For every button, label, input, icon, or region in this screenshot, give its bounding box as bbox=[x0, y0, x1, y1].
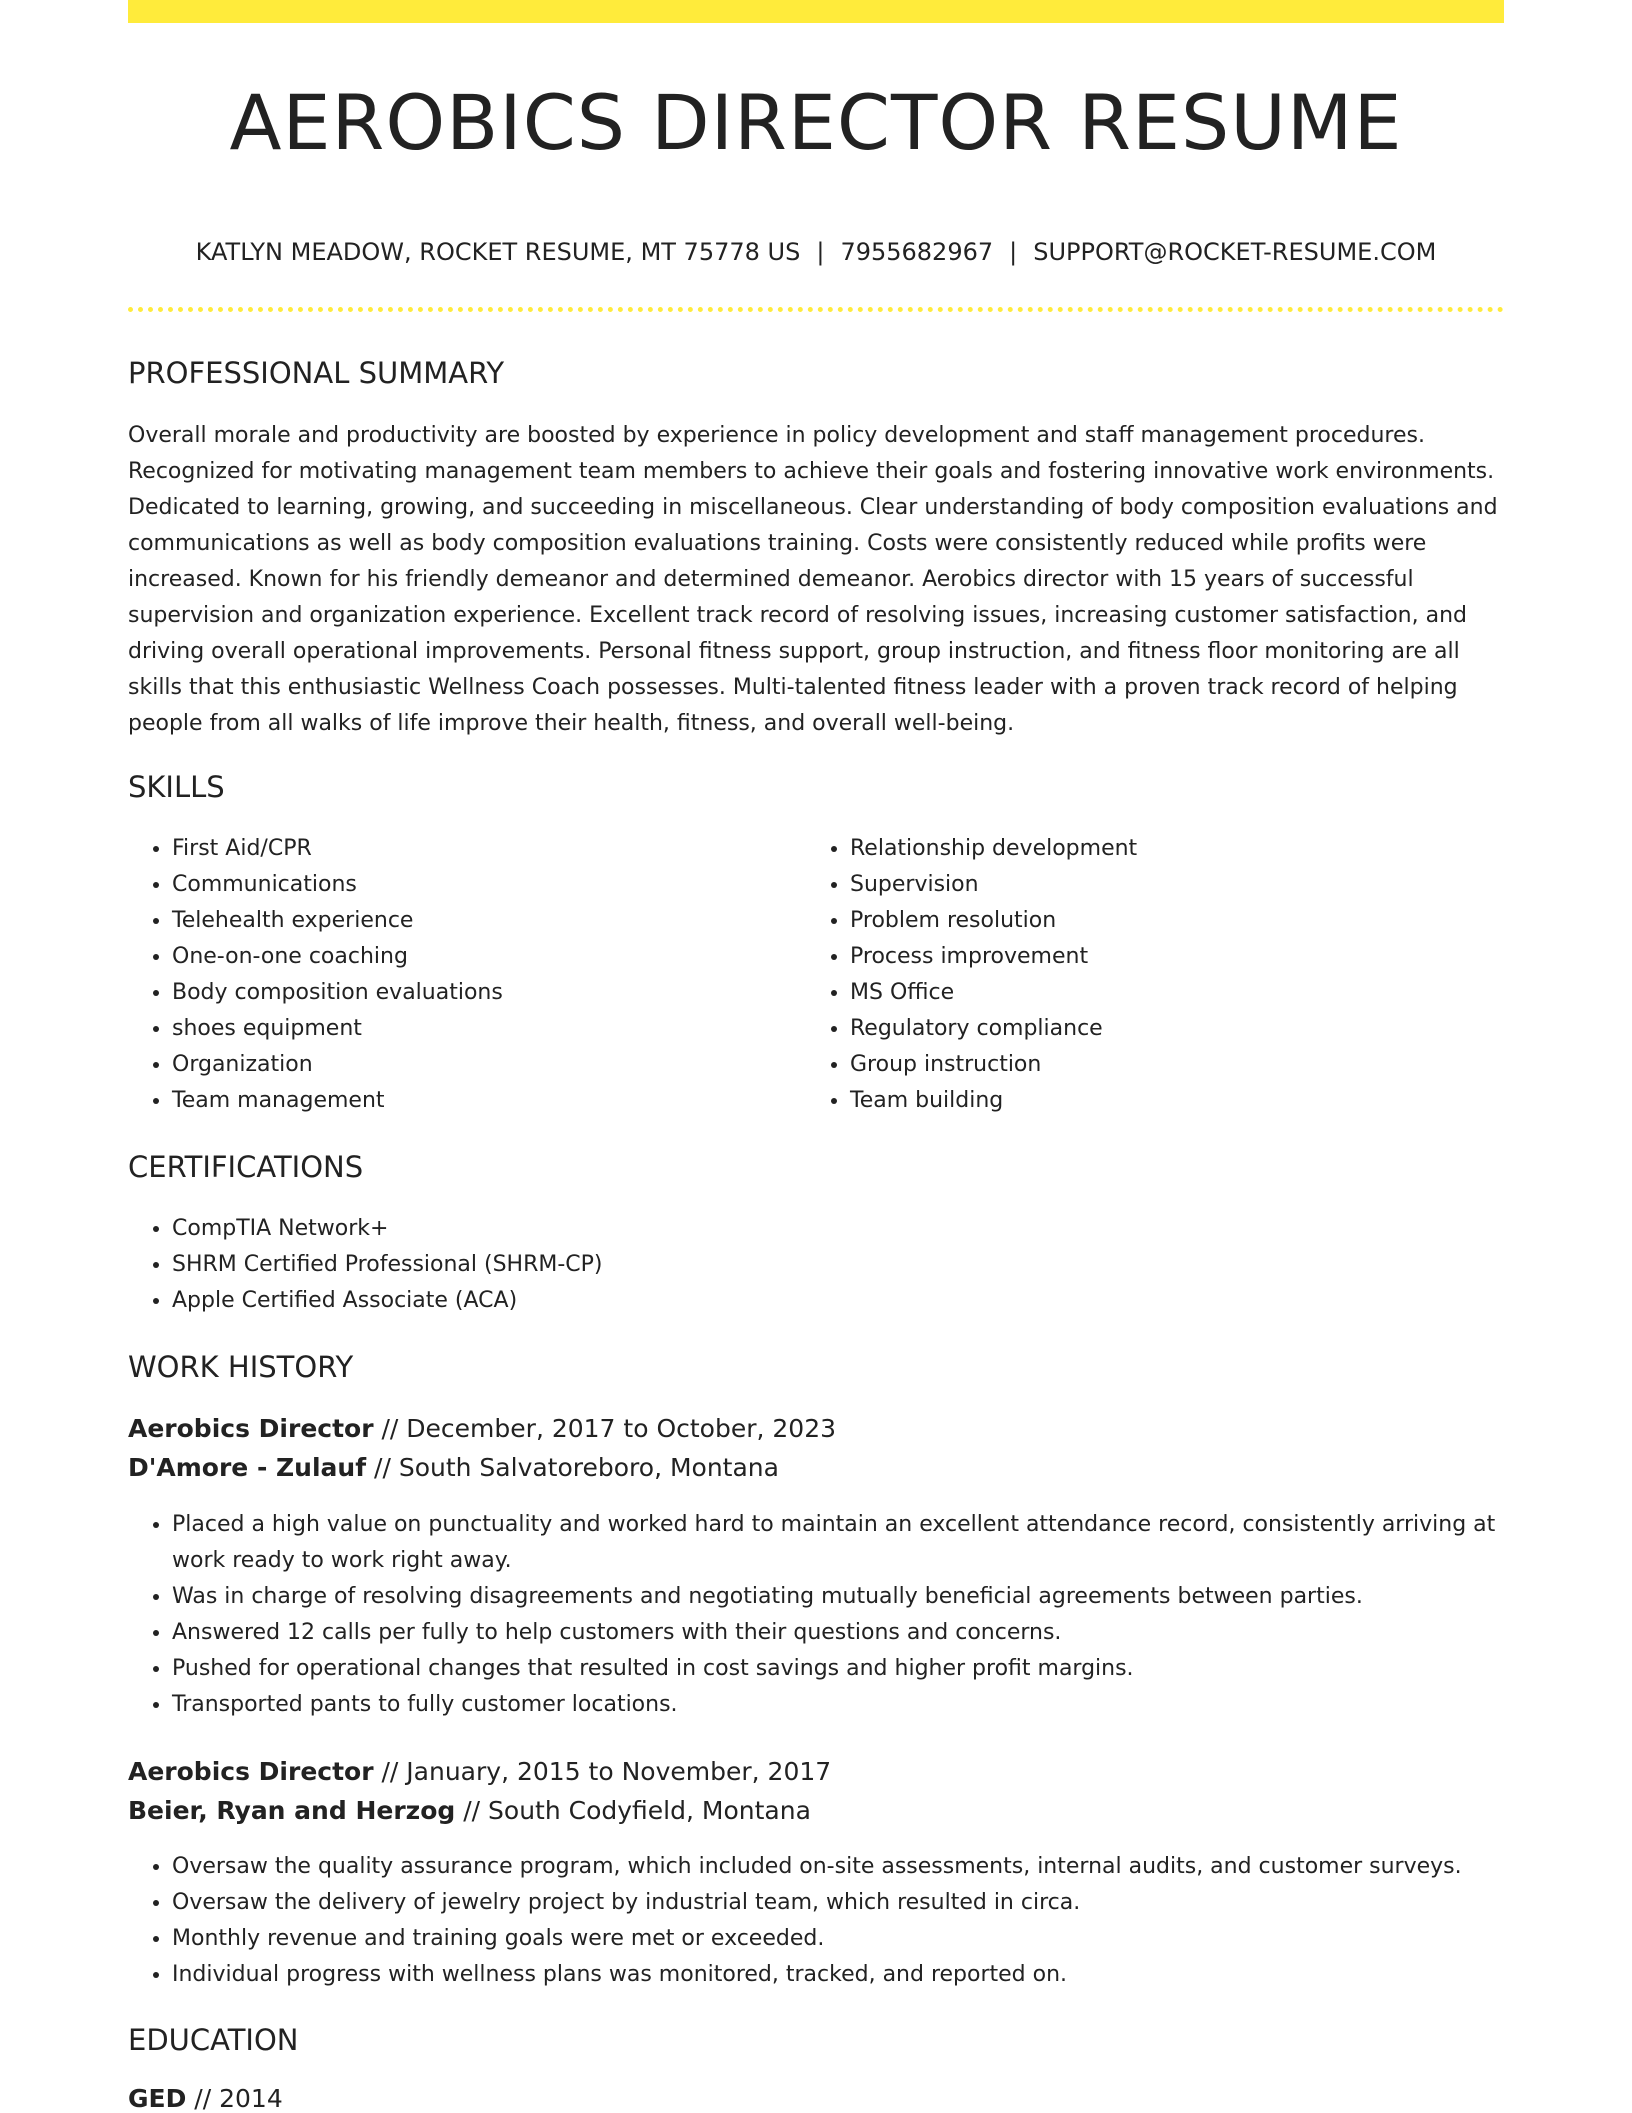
skill-item: • First Aid/CPR bbox=[172, 831, 792, 867]
skill-item: • MS Office bbox=[850, 975, 1500, 1011]
job-bullet: • Pushed for operational changes that resulted in cost savings and higher profit margins. bbox=[172, 1651, 1504, 1687]
job-title: Aerobics Director bbox=[128, 1414, 374, 1443]
skill-item: • Body composition evaluations bbox=[172, 975, 792, 1011]
job-bullets bbox=[128, 1507, 1504, 1723]
job-bullet: • Oversaw the quality assurance program, which included on-site assessments, internal audits, and customer surveys. bbox=[172, 1849, 1504, 1885]
contact-line bbox=[128, 238, 1504, 266]
education-heading: EDUCATION bbox=[128, 2023, 299, 2057]
dotted-divider bbox=[128, 307, 1504, 312]
education-degree: GED bbox=[128, 2084, 187, 2113]
job-company: Beier, Ryan and Herzog bbox=[128, 1796, 456, 1825]
contact-separator: | bbox=[1009, 238, 1018, 266]
resume-title: AEROBICS DIRECTOR RESUME bbox=[229, 78, 1403, 167]
job-bullet: • Oversaw the delivery of jewelry project by industrial team, which resulted in circa. bbox=[172, 1885, 1504, 1921]
contact-email: SUPPORT@ROCKET-RESUME.COM bbox=[1033, 238, 1437, 266]
skill-item: • Supervision bbox=[850, 867, 1500, 903]
skill-item: • Communications bbox=[172, 867, 792, 903]
job-bullet: • Placed a high value on punctuality and worked hard to maintain an excellent attendance record, consistently arriving at work ready to work right away. bbox=[172, 1507, 1504, 1579]
job-dates: // January, 2015 to November, 2017 bbox=[373, 1757, 832, 1786]
job-bullet: • Monthly revenue and training goals were met or exceeded. bbox=[172, 1921, 1504, 1957]
skill-item: • Problem resolution bbox=[850, 903, 1500, 939]
skill-item: • Process improvement bbox=[850, 939, 1500, 975]
certification-item: • SHRM Certified Professional (SHRM-CP) bbox=[172, 1247, 1504, 1283]
job-bullet: • Individual progress with wellness plans was monitored, tracked, and reported on. bbox=[172, 1957, 1504, 1993]
work-history-heading: WORK HISTORY bbox=[128, 1350, 354, 1384]
certification-item: • Apple Certified Associate (ACA) bbox=[172, 1283, 1504, 1319]
contact-separator: | bbox=[816, 238, 825, 266]
education-line bbox=[128, 2084, 283, 2113]
skill-item: • Regulatory compliance bbox=[850, 1011, 1500, 1047]
skill-item: • Relationship development bbox=[850, 831, 1500, 867]
skills-list-right bbox=[806, 831, 1500, 1119]
summary-heading: PROFESSIONAL SUMMARY bbox=[128, 356, 505, 390]
skill-item: • Team management bbox=[172, 1083, 792, 1119]
certification-item: • CompTIA Network+ bbox=[172, 1211, 1504, 1247]
skills-list-left bbox=[128, 831, 792, 1119]
top-accent-bar bbox=[128, 0, 1504, 23]
job-bullet: • Answered 12 calls per fully to help customers with their questions and concerns. bbox=[172, 1615, 1504, 1651]
job-location: // South Codyfield, Montana bbox=[455, 1796, 811, 1825]
skill-item: • Organization bbox=[172, 1047, 792, 1083]
skill-item: • One-on-one coaching bbox=[172, 939, 792, 975]
job-bullets bbox=[128, 1849, 1504, 1993]
job-title: Aerobics Director bbox=[128, 1757, 374, 1786]
summary-text: Overall morale and productivity are boosted by experience in policy development and staff management procedures. Recognized for motivating management team members to achieve their goals and fostering innovative work environments. Dedicated to learning, growing, and succeeding in miscellaneous. Clear understanding of body composition evaluations and communications as well as body composition evaluations training. Costs were consistently reduced while profits were increased. Known for his friendly demeanor and determined demeanor. Aerobics director with 15 years of successful supervision and organization experience. Excellent track record of resolving issues, increasing customer satisfaction, and driving overall operational improvements. Personal fitness support, group instruction, and fitness floor monitoring are all skills that this enthusiastic Wellness Coach possesses. Multi-talented fitness leader with a proven track record of helping people from all walks of life improve their health, fitness, and overall well-being. bbox=[128, 423, 1498, 736]
skill-item: • Telehealth experience bbox=[172, 903, 792, 939]
job-bullet: • Was in charge of resolving disagreements and negotiating mutually beneficial agreements between parties. bbox=[172, 1579, 1504, 1615]
job-title-line bbox=[128, 1414, 836, 1443]
education-year: // 2014 bbox=[186, 2084, 283, 2113]
job-company-line bbox=[128, 1796, 811, 1825]
job-bullet: • Transported pants to fully customer locations. bbox=[172, 1687, 1504, 1723]
skill-item: • Group instruction bbox=[850, 1047, 1500, 1083]
skill-item: • shoes equipment bbox=[172, 1011, 792, 1047]
contact-phone: 7955682967 bbox=[840, 238, 994, 266]
contact-address: KATLYN MEADOW, ROCKET RESUME, MT 75778 US bbox=[195, 238, 801, 266]
skill-item: • Team building bbox=[850, 1083, 1500, 1119]
job-dates: // December, 2017 to October, 2023 bbox=[373, 1414, 837, 1443]
certifications-heading: CERTIFICATIONS bbox=[128, 1150, 364, 1184]
skills-heading: SKILLS bbox=[128, 770, 225, 804]
job-location: // South Salvatoreboro, Montana bbox=[366, 1453, 779, 1482]
job-company-line bbox=[128, 1453, 779, 1482]
job-company: D'Amore - Zulauf bbox=[128, 1453, 367, 1482]
job-title-line bbox=[128, 1757, 831, 1786]
certifications-list bbox=[128, 1211, 1504, 1319]
